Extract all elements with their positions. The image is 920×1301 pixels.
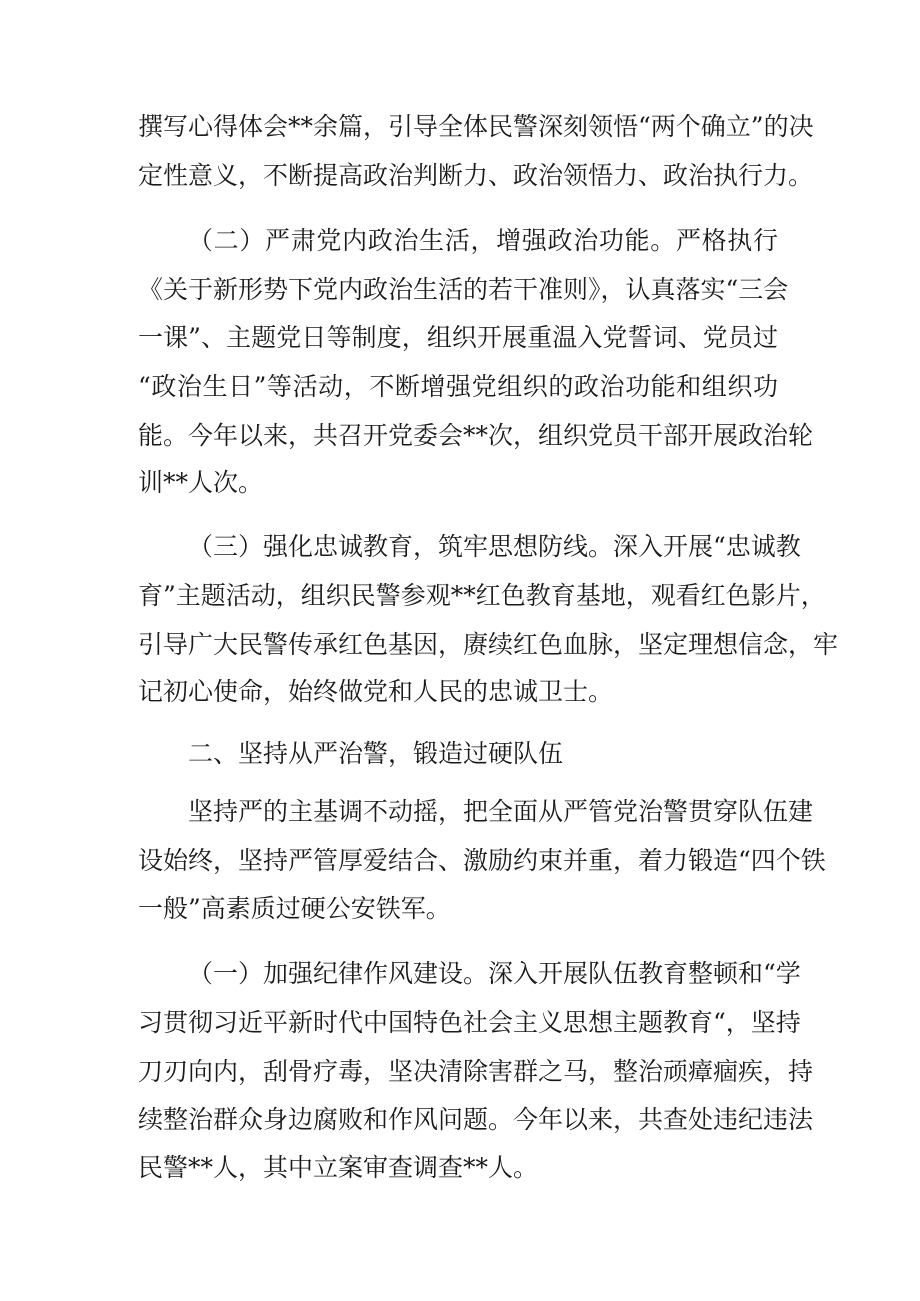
paragraph-2-line-2: 《关于新形势下党内政治生活的若干准则》，认真落实“三会 <box>138 275 789 304</box>
paragraph-5-line-4: 续整治群众身边腐败和作风问题。今年以来，共查处违纪违法 <box>138 1105 814 1134</box>
paragraph-5-line-5: 民警**人，其中立案审查调查**人。 <box>138 1153 539 1182</box>
paragraph-2-line-4: “政治生日”等活动，不断增强党组织的政治功能和组织功 <box>138 372 778 401</box>
paragraph-4-line-3: 一般”高素质过硬公安铁军。 <box>138 894 451 923</box>
paragraph-2-line-1: （二）严肃党内政治生活，增强政治功能。严格执行 <box>188 226 778 255</box>
paragraph-2-line-3: 一课”、主题党日等制度，组织开展重温入党誓词、党员过 <box>138 323 778 352</box>
paragraph-3-line-1: （三）强化忠诚教育，筑牢思想防线。深入开展“忠诚教 <box>188 532 801 561</box>
paragraph-5-line-1: （一）加强纪律作风建设。深入开展队伍教育整顿和“学 <box>188 959 801 988</box>
paragraph-3-line-3: 引导广大民警传承红色基因，赓续红色血脉，坚定理想信念，牢 <box>138 630 839 659</box>
section-heading: 二、坚持从严治警，锻造过硬队伍 <box>188 739 564 768</box>
paragraph-5-line-2: 习贯彻习近平新时代中国特色社会主义思想主题教育“，坚持 <box>138 1008 801 1037</box>
paragraph-2-line-6: 训**人次。 <box>138 468 264 497</box>
paragraph-2-line-5: 能。今年以来，共召开党委会**次，组织党员干部开展政治轮 <box>138 421 814 450</box>
paragraph-3-line-2: 育”主题活动，组织民警参观**红色教育基地，观看红色影片， <box>138 581 826 610</box>
paragraph-1-line-2: 定性意义，不断提高政治判断力、政治领悟力、政治执行力。 <box>138 161 814 190</box>
paragraph-4-line-1: 坚持严的主基调不动摇，把全面从严管党治警贯穿队伍建 <box>188 797 814 826</box>
paragraph-4-line-2: 设始终，坚持严管厚爱结合、激励约束并重，着力锻造“四个铁 <box>138 846 826 875</box>
paragraph-5-line-3: 刀刃向内，刮骨疗毒，坚决清除害群之马，整治顽瘴痼疾，持 <box>138 1057 814 1086</box>
paragraph-3-line-4: 记初心使命，始终做党和人民的忠诚卫士。 <box>138 677 614 706</box>
paragraph-1-line-1: 撰写心得体会**余篇，引导全体民警深刻领悟“两个确立”的决 <box>138 112 814 141</box>
